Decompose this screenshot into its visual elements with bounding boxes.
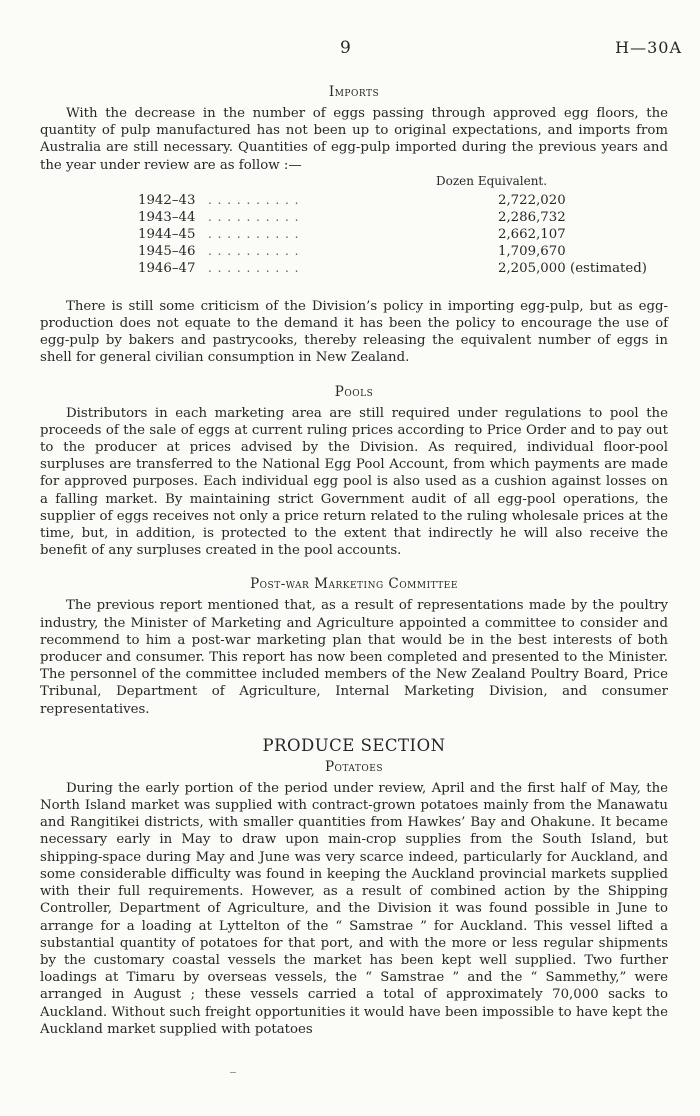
- footer-mark: [230, 1072, 236, 1073]
- row-value: 2,662,107: [498, 226, 566, 242]
- page-number: 9: [340, 38, 351, 58]
- imports-table: [40, 174, 668, 298]
- row-year: 1946–47: [138, 260, 196, 276]
- row-value: 2,205,000: [498, 260, 566, 276]
- imports-paragraph: With the decrease in the number of eggs passing through approved egg floors, the quantity of pulp manufactured has not been up to original expectations, and imports from Australia are still necessary. Quantities of egg-pulp imported during the previous years and the year under review are as follow :—: [40, 106, 668, 173]
- row-leader: . . . . . . . . . .: [208, 226, 300, 241]
- table-row: [40, 261, 668, 278]
- row-leader: . . . . . . . . . .: [208, 260, 300, 275]
- row-leader: . . . . . . . . . .: [208, 209, 300, 224]
- postwar-paragraph: The previous report mentioned that, as a result of representations made by the poultry industry, the Minister of Marketing and Agriculture appointed a committee to consider and recommend to him a post-war marketing plan that would be in the best interests of both producer and consumer. This report has now been completed and presented to the Minister. The personnel of the committee included members of the New Zealand Poultry Board, Price Tribunal, Department of Agriculture, Internal Marketing Division, and consumer representatives.: [40, 598, 668, 717]
- produce-section-heading: PRODUCE SECTION: [262, 735, 446, 755]
- row-value: 2,286,732: [498, 209, 566, 225]
- potatoes-heading: Potatoes: [324, 758, 384, 775]
- imports-heading: Imports: [328, 84, 380, 100]
- report-reference: H—30A: [615, 38, 682, 57]
- row-year: 1942–43: [138, 192, 196, 208]
- table-column-header: Dozen Equivalent.: [436, 173, 548, 188]
- table-row: [40, 244, 668, 261]
- row-value: 2,722,020: [498, 192, 566, 208]
- potatoes-paragraph: During the early portion of the period under review, April and the first half of May, the North Island market was supplied with contract-grown potatoes mainly from the Manawatu and Rangitikei districts, with smaller quantities from Hawkes’ Bay and Ohakune. It became necessary early in May to draw upon main-crop supplies from the South Island, but shipping-space during May and June was very scarce indeed, particularly for Auckland, and some considerable difficulty was found in keeping the Auckland provincial markets supplied with their full requirements. However, as a result of combined action by the Shipping Controller, Department of Agriculture, and the Division it was found possible in June to arrange for a loading at Lyttelton of the “ Samstrae ” for Auckland. This vessel lifted a substantial quantity of potatoes for that port, and with the more or less regular shipments by the customary coastal vessels the market has been kept well supplied. Two further loadings at Timaru by overseas vessels, the “ Samstrae ” and the “ Sammethy,” were arranged in August ; these vessels carried a total of approximately 70,000 sacks to Auckland. Without such freight opportunities it would have been impossible to have kept the Auckland market supplied with potatoes: [40, 780, 668, 1037]
- page-content: [40, 84, 668, 1038]
- imports-policy-paragraph: There is still some criticism of the Division’s policy in importing egg-pulp, but as egg-production does not equate to the demand it has been the policy to encourage the use of egg-pulp by bakers and pastrycooks, thereby releasing the equivalent number of eggs in shell for general civilian consumption in New Zealand.: [40, 298, 668, 366]
- row-year: 1943–44: [138, 209, 196, 225]
- row-year: 1944–45: [138, 226, 196, 242]
- row-leader: . . . . . . . . . .: [208, 243, 300, 258]
- postwar-heading: Post-war Marketing Committee: [250, 576, 458, 593]
- pools-paragraph: Distributors in each marketing area are still required under regulations to pool the proceeds of the sale of eggs at current ruling prices according to Price Order and to pay out to the producer at prices advised by the Division. As required, individual floor-pool surpluses are transferred to the National Egg Pool Account, from which payments are made for approved purposes. Each individual egg pool is also used as a cushion against losses on a falling market. By maintaining strict Government audit of all egg-pool operations, the supplier of eggs receives not only a price return related to the ruling wholesale prices at the time, but, in addition, is protected to the extent that indirectly he will also receive the benefit of any surpluses created in the pool accounts.: [40, 405, 668, 559]
- table-row: [40, 210, 668, 227]
- pools-heading: Pools: [334, 383, 374, 400]
- row-note: (estimated): [570, 260, 647, 276]
- row-year: 1945–46: [138, 243, 196, 259]
- table-row: [40, 227, 668, 244]
- row-leader: . . . . . . . . . .: [208, 192, 300, 207]
- row-value: 1,709,670: [498, 243, 566, 259]
- table-row: [40, 193, 668, 210]
